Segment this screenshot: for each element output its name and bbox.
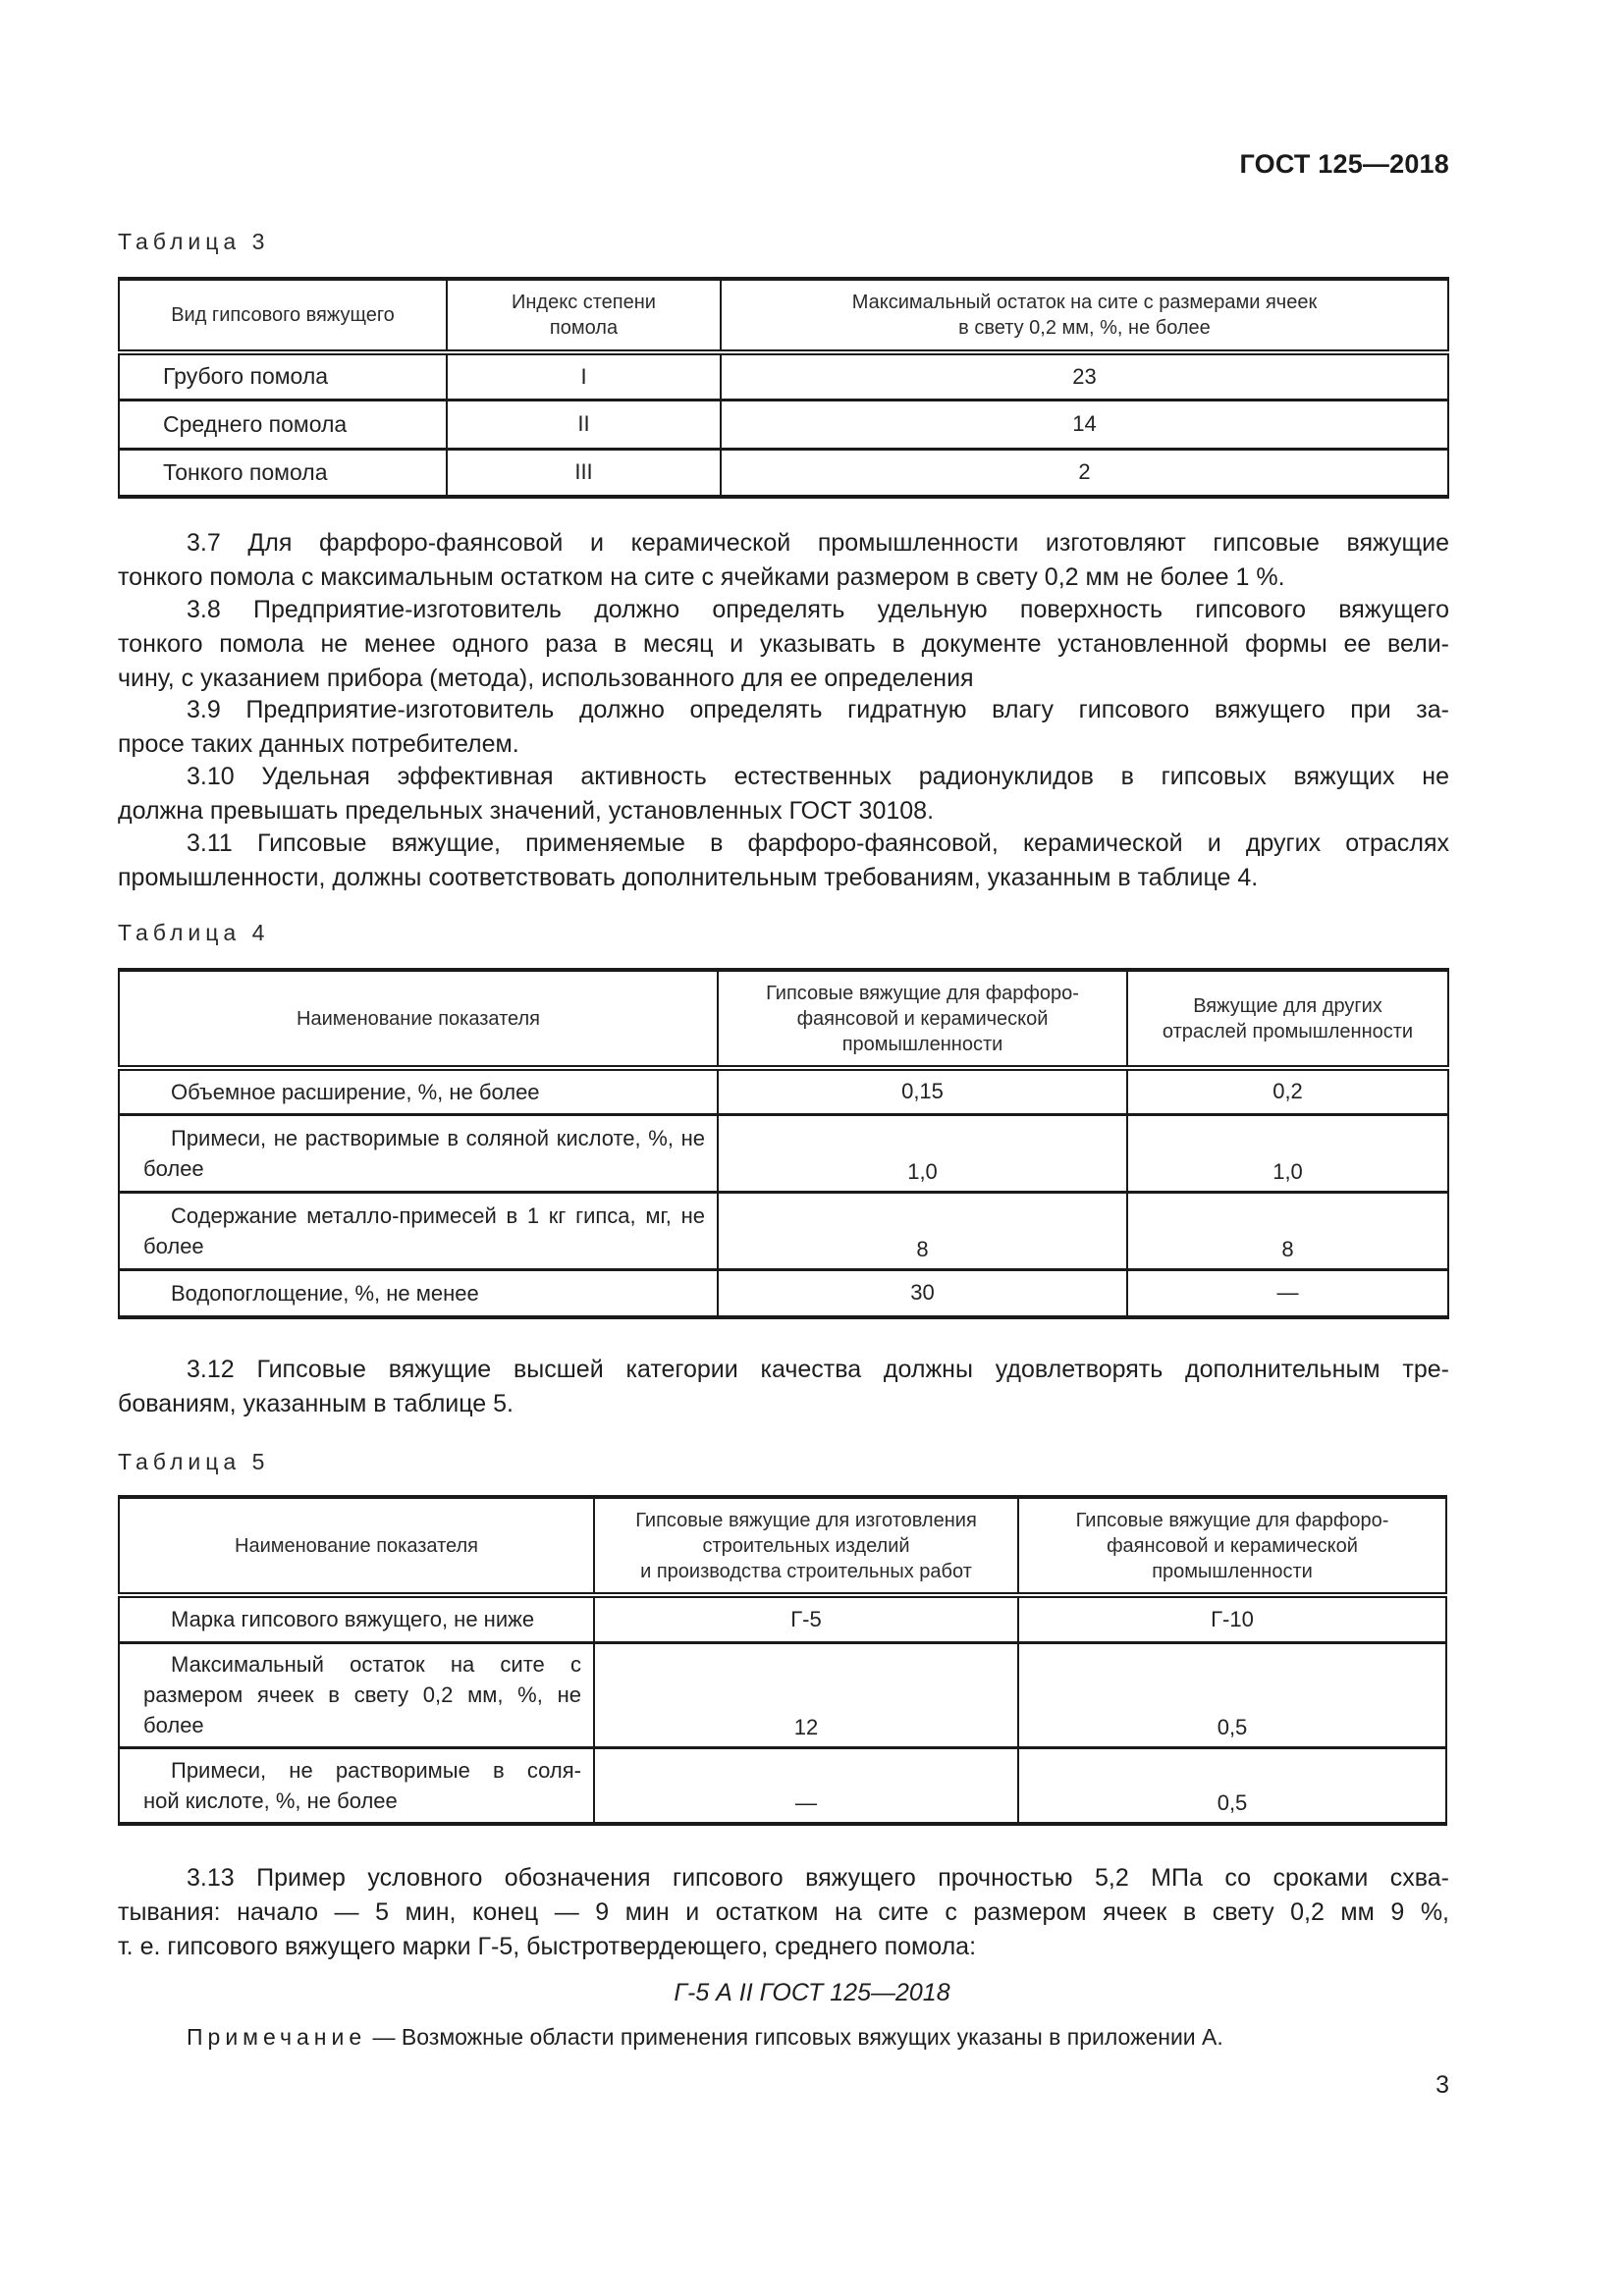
cell-text: Водопоглощение, %, не менее (171, 1280, 479, 1306)
header-line: отраслей промышленности (1162, 1020, 1414, 1042)
paragraph-3-11 (118, 827, 1449, 895)
cell-indicator (119, 1595, 594, 1642)
cell-ceramic: Г-10 (1018, 1595, 1446, 1642)
table-4-label: Таблица 4 (118, 920, 270, 945)
table-row (119, 1747, 1446, 1824)
cell-ceramic: 8 (718, 1192, 1127, 1269)
table-5-label: Таблица 5 (118, 1449, 270, 1474)
text-line: 3.12 Гипсовые вяжущие высшей категории качества должны удовлетворять дополнительным тре- (187, 1356, 1449, 1383)
text-line: тонкого помола с максимальным остатком на сите с ячейками размером в свету 0,2 мм не более 1 %. (118, 563, 1285, 591)
paragraph-3-9 (118, 693, 1449, 762)
header-line: фаянсовой и керамической (1107, 1534, 1358, 1557)
header-line: Индекс степени (512, 292, 656, 313)
text-line: промышленности, должны соответствовать дополнительным требованиям, указанным в таблице 4. (118, 864, 1259, 891)
text-line: должна превышать предельных значений, установленных ГОСТ 30108. (118, 797, 935, 825)
cell-construction: — (594, 1747, 1018, 1824)
cell-index: II (447, 400, 721, 449)
table-row (119, 1595, 1446, 1642)
cell-indicator (119, 1642, 594, 1747)
cell-text: Содержание металло-примесей в 1 кг гипса, мг, не более (143, 1202, 705, 1258)
table-row (119, 449, 1448, 497)
table-3-header-row (119, 279, 1448, 352)
paragraph-3-10 (118, 760, 1449, 828)
text-line: 3.13 Пример условного обозначения гипсового вяжущего прочностью 5,2 МПа со сроками схва- (187, 1864, 1449, 1892)
cell-text: Примеси, не растворимые в соляной кислоте, %, не более (143, 1125, 705, 1181)
document-id-header: ГОСТ 125—2018 (1239, 149, 1449, 179)
header-line: фаянсовой и керамической (796, 1007, 1049, 1030)
header-line: промышленности (1152, 1560, 1313, 1582)
cell-line (143, 1755, 581, 1786)
text-line: чину, с указанием прибора (метода), использованного для ее определения (118, 665, 974, 692)
page-number: 3 (1435, 2071, 1449, 2099)
cell-indicator (119, 1068, 718, 1114)
cell-type: Грубого помола (119, 352, 447, 400)
cell-construction: Г-5 (594, 1595, 1018, 1642)
table-5-col-ceramic (1018, 1497, 1446, 1595)
cell-other: 8 (1127, 1192, 1448, 1269)
text-line: просе таких данных потребителем. (118, 730, 519, 758)
header-line: Максимальный остаток на сите с размерами ячеек (851, 292, 1318, 313)
table-row (119, 1269, 1448, 1317)
table-4-col-other (1127, 970, 1448, 1068)
cell-other: 1,0 (1127, 1114, 1448, 1192)
cell-residue: 14 (721, 400, 1448, 449)
paragraph-3-8 (118, 593, 1449, 696)
header-line: помола (549, 317, 619, 339)
cell-line: размером ячеек в свету 0,2 мм, %, не (143, 1682, 581, 1707)
table-row (119, 400, 1448, 449)
text-line: тонкого помола не менее одного раза в месяц и указывать в документе установленной формы ее вели- (118, 630, 1449, 658)
table-4-header-row (119, 970, 1448, 1068)
cell-ceramic: 0,5 (1018, 1747, 1446, 1824)
cell-indicator (119, 1192, 718, 1269)
designation-example: Г-5 А II ГОСТ 125—2018 (674, 1979, 950, 2006)
table-4-col-ceramic (718, 970, 1127, 1068)
table-5-col-construction (594, 1497, 1018, 1595)
paragraph-3-7 (118, 526, 1449, 595)
header-line: Гипсовые вяжущие для фарфоро- (1075, 1509, 1389, 1531)
cell-text: Марка гипсового вяжущего, не ниже (171, 1607, 535, 1632)
header-line: промышленности (841, 1033, 1003, 1055)
cell-line (143, 1649, 581, 1680)
table-row (119, 1642, 1446, 1747)
header-line: и производства строительных работ (640, 1560, 972, 1582)
header-line: Гипсовые вяжущие для изготовления (635, 1509, 977, 1531)
cell-residue: 23 (721, 352, 1448, 400)
cell-indicator (119, 1114, 718, 1192)
paragraph-3-12 (118, 1353, 1449, 1421)
cell-index: I (447, 352, 721, 400)
header-line: в свету 0,2 мм, %, не более (958, 317, 1211, 339)
cell-indicator (119, 1747, 594, 1824)
cell-residue: 2 (721, 449, 1448, 497)
table-3-col-index (447, 279, 721, 352)
table-3-label: Таблица 3 (118, 229, 270, 254)
table-row (119, 352, 1448, 400)
cell-other: 0,2 (1127, 1068, 1448, 1114)
note (187, 2024, 1223, 2051)
cell-text: Максимальный остаток на сите с (171, 1652, 581, 1677)
cell-index: III (447, 449, 721, 497)
text-line: 3.11 Гипсовые вяжущие, применяемые в фарфоро-фаянсовой, керамической и других отраслях (187, 829, 1449, 857)
text-line: бованиям, указанным в таблице 5. (118, 1390, 514, 1417)
cell-ceramic: 1,0 (718, 1114, 1127, 1192)
table-3-col-residue (721, 279, 1448, 352)
table-4-col-indicator: Наименование показателя (119, 970, 718, 1068)
paragraph-3-13 (118, 1861, 1449, 1964)
table-row (119, 1068, 1448, 1114)
table-5 (118, 1495, 1447, 1826)
text-line: 3.10 Удельная эффективная активность естественных радионуклидов в гипсовых вяжущих не (187, 763, 1449, 790)
cell-ceramic: 30 (718, 1269, 1127, 1317)
text-line: 3.7 Для фарфоро-фаянсовой и керамической промышленности изготовляют гипсовые вяжущие (187, 529, 1449, 557)
cell-construction: 12 (594, 1642, 1018, 1747)
text-line: т. е. гипсового вяжущего марки Г-5, быстротвердеющего, среднего помола: (118, 1933, 977, 1960)
text-line: 3.8 Предприятие-изготовитель должно определять удельную поверхность гипсового вяжущего (187, 596, 1449, 623)
cell-other: — (1127, 1269, 1448, 1317)
cell-indicator (119, 1269, 718, 1317)
table-5-col-indicator: Наименование показателя (119, 1497, 594, 1595)
note-label: Примечание (187, 2024, 367, 2050)
cell-type: Среднего помола (119, 400, 447, 449)
cell-ceramic: 0,15 (718, 1068, 1127, 1114)
header-line: строительных изделий (702, 1534, 910, 1557)
cell-text: Примеси, не растворимые в соля- (171, 1757, 581, 1783)
cell-type: Тонкого помола (119, 449, 447, 497)
table-4 (118, 968, 1449, 1319)
text-line: тывания: начало — 5 мин, конец — 9 мин и остатком на сите с размером ячеек в свету 0,2 мм 9 %, (118, 1898, 1449, 1926)
cell-line: более (143, 1713, 204, 1737)
table-row (119, 1114, 1448, 1192)
table-row (119, 1192, 1448, 1269)
header-line: Вяжущие для других (1193, 994, 1382, 1017)
cell-line: ной кислоте, %, не более (143, 1788, 398, 1813)
cell-ceramic: 0,5 (1018, 1642, 1446, 1747)
table-3 (118, 277, 1449, 499)
cell-text: Объемное расширение, %, не более (171, 1079, 540, 1104)
header-line: Гипсовые вяжущие для фарфоро- (766, 982, 1079, 1004)
table-3-col-type: Вид гипсового вяжущего (119, 279, 447, 352)
text-line: 3.9 Предприятие-изготовитель должно определять гидратную влагу гипсового вяжущего при за- (187, 696, 1449, 723)
table-5-header-row (119, 1497, 1446, 1595)
note-text: — Возможные области применения гипсовых вяжущих указаны в приложении А. (372, 2024, 1223, 2050)
